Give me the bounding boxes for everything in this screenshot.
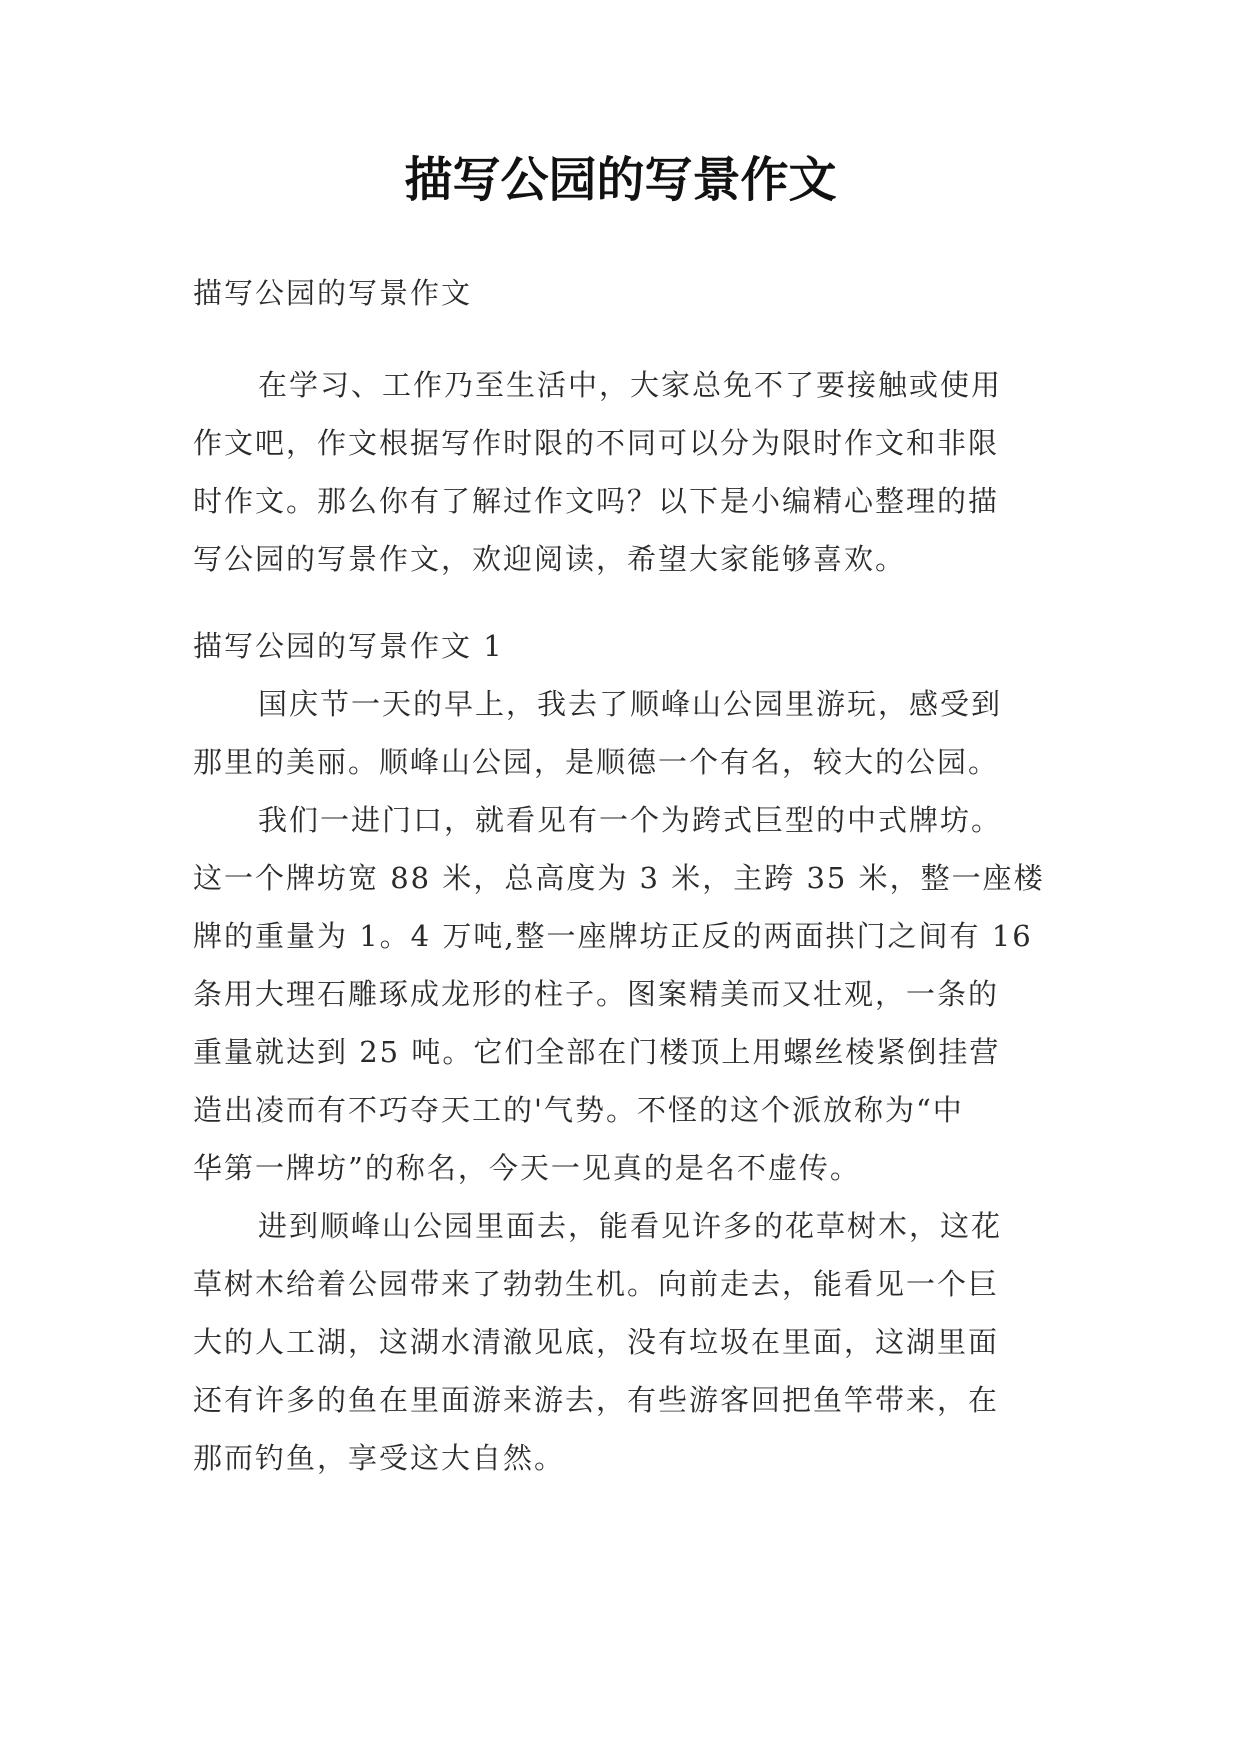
section-heading-text: 描写公园的写景作文 1	[193, 629, 504, 663]
body-line: 造出凌而有不巧夺天工的'气势。不怪的这个派放称为“中	[193, 1093, 964, 1127]
body-line: 重量就达到 25 吨。它们全部在门楼顶上用螺丝棱紧倒挂营	[193, 1035, 1001, 1069]
body-line: 华第一牌坊”的称名，今天一见真的是名不虚传。	[193, 1151, 861, 1185]
body-line: 大的人工湖，这湖水清澈见底，没有垃圾在里面，这湖里面	[193, 1325, 1000, 1359]
intro-line: 时作文。那么你有了解过作文吗？以下是小编精心整理的描	[193, 484, 1000, 518]
subtitle	[193, 264, 1055, 322]
body-line: 草树木给着公园带来了勃勃生机。向前走去，能看见一个巨	[193, 1267, 1000, 1301]
body-line: 国庆节一天的早上，我去了顺峰山公园里游玩，感受到	[258, 687, 1003, 721]
intro-line: 在学习、工作乃至生活中，大家总免不了要接触或使用	[258, 368, 1003, 402]
body-line: 那里的美丽。顺峰山公园，是顺德一个有名，较大的公园。	[193, 745, 1000, 779]
body-line: 这一个牌坊宽 88 米，总高度为 3 米，主跨 35 米，整一座楼	[193, 861, 1045, 895]
body-line: 进到顺峰山公园里面去，能看见许多的花草树木，这花	[258, 1209, 1003, 1243]
section-body	[193, 675, 1055, 1487]
document-title: 描写公园的写景作文	[404, 152, 837, 208]
body-line: 我们一进门口，就看见有一个为跨式巨型的中式牌坊。	[258, 803, 1003, 837]
body-line: 那而钓鱼，享受这大自然。	[193, 1441, 566, 1475]
subtitle-text: 描写公园的写景作文	[193, 276, 473, 310]
body-line: 还有许多的鱼在里面游来游去，有些游客回把鱼竿带来，在	[193, 1383, 1000, 1417]
section-heading	[193, 617, 1055, 675]
body-line: 牌的重量为 1。4 万吨,整一座牌坊正反的两面拱门之间有 16	[193, 919, 1033, 953]
intro-paragraph	[193, 356, 1055, 588]
intro-line: 写公园的写景作文，欢迎阅读，希望大家能够喜欢。	[193, 542, 907, 576]
body-line: 条用大理石雕琢成龙形的柱子。图案精美而又壮观，一条的	[193, 977, 1000, 1011]
intro-line: 作文吧，作文根据写作时限的不同可以分为限时作文和非限	[193, 426, 1000, 460]
